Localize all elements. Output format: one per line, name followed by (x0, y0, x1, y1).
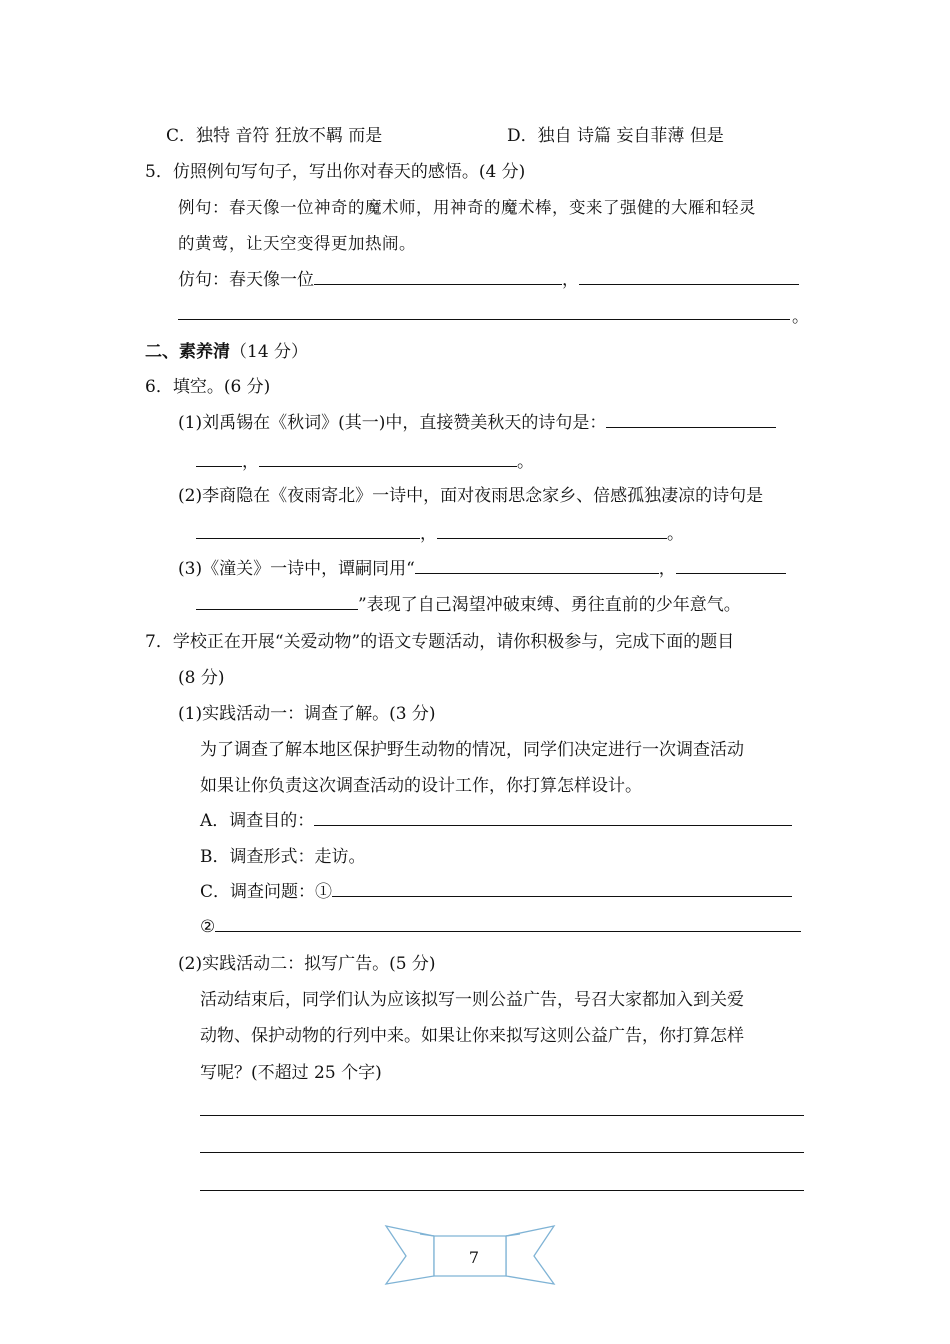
question-5-stem: 5．仿照例句写句子，写出你对春天的感悟。(4 分) (145, 162, 526, 182)
q6-part-1-line-1 (178, 412, 776, 434)
imitation-blank-1[interactable] (314, 269, 562, 285)
q6-part-3-line-1 (178, 558, 786, 580)
section-2-heading (145, 341, 308, 363)
period: 。 (792, 307, 809, 327)
section-2-score: （14 分） (230, 342, 309, 362)
question-7-stem-line-2: (8 分) (178, 668, 225, 688)
survey-questions-line-1 (200, 881, 792, 903)
example-sentence-line-2: 的黄莺，让天空变得更加热闹。 (178, 234, 416, 253)
q6-part-1-blank-1[interactable] (606, 412, 776, 428)
example-sentence-line-1: 例句：春天像一位神奇的魔术师，用神奇的魔术棒，变来了强健的大雁和轻灵 (178, 198, 756, 217)
survey-purpose-blank[interactable] (314, 810, 792, 826)
q6-part-2-line-2 (196, 523, 684, 545)
survey-questions-line-2 (200, 916, 801, 938)
activity-2-text-line-2: 动物、保护动物的行列中来。如果让你来拟写这则公益广告，你打算怎样 (200, 1026, 744, 1046)
comma: ， (658, 559, 676, 579)
comma: ， (562, 270, 579, 290)
comma: ， (242, 452, 259, 472)
section-2-title: 二、素养清 (145, 342, 230, 362)
imitation-label: 仿句：春天像一位 (178, 270, 314, 290)
imitation-blank-3[interactable] (178, 319, 790, 320)
page-number: 7 (468, 1248, 480, 1267)
q6-part-3-ending: ”表现了自己渴望冲破束缚、勇往直前的少年意气。 (358, 595, 741, 615)
survey-format: B．调查形式：走访。 (200, 847, 366, 867)
activity-2-text-line-3: 写呢？(不超过 25 个字) (200, 1063, 382, 1083)
q6-part-1-blank-1-cont[interactable] (196, 451, 242, 467)
option-c: C．独特 音符 狂放不羁 而是 (166, 126, 383, 146)
option-d: D．独自 诗篇 妄自菲薄 但是 (507, 126, 724, 146)
answer-line-1[interactable] (200, 1115, 804, 1116)
q6-part-3-blank-2-cont[interactable] (196, 594, 358, 610)
imitation-line (178, 269, 799, 291)
q6-part-1-prompt: (1)刘禹锡在《秋词》(其一)中，直接赞美秋天的诗句是： (178, 413, 607, 433)
q6-part-3-blank-1[interactable] (415, 558, 659, 574)
activity-1-text-line-2: 如果让你负责这次调查活动的设计工作，你打算怎样设计。 (200, 776, 642, 796)
activity-1-text-line-1: 为了调查了解本地区保护野生动物的情况，同学们决定进行一次调查活动 (200, 740, 744, 760)
activity-2-text-line-1: 活动结束后，同学们认为应该拟写一则公益广告，号召大家都加入到关爱 (200, 990, 744, 1010)
q6-part-2-blank-2[interactable] (437, 523, 667, 539)
survey-purpose-label: A．调查目的： (200, 811, 315, 831)
survey-question-2-blank[interactable] (215, 916, 801, 932)
q6-part-2-line-1: (2)李商隐在《夜雨寄北》一诗中，面对夜雨思念家乡、倍感孤独凄凉的诗句是 (178, 486, 764, 506)
activity-1-title: (1)实践活动一：调查了解。(3 分) (178, 704, 436, 724)
survey-purpose-line (200, 810, 792, 832)
q6-part-3-prompt: (3)《潼关》一诗中，谭嗣同用“ (178, 559, 415, 579)
q6-part-3-line-2 (196, 594, 741, 616)
q6-part-1-blank-2[interactable] (259, 451, 517, 467)
q6-part-3-blank-2[interactable] (676, 558, 786, 574)
period: 。 (667, 524, 684, 544)
period: 。 (517, 452, 534, 472)
question-7-stem-line-1: 7．学校正在开展“关爱动物”的语文专题活动，请你积极参与，完成下面的题目 (145, 632, 735, 652)
survey-question-1-blank[interactable] (332, 881, 792, 897)
answer-line-2[interactable] (200, 1152, 804, 1153)
answer-line-3[interactable] (200, 1190, 804, 1191)
imitation-blank-2[interactable] (579, 269, 799, 285)
q6-part-1-line-2 (196, 451, 534, 473)
q6-part-2-blank-1[interactable] (196, 523, 420, 539)
comma: ， (420, 524, 437, 544)
survey-question-2-marker: ② (200, 917, 216, 937)
survey-questions-label: C．调查问题：① (200, 882, 333, 902)
activity-2-title: (2)实践活动二：拟写广告。(5 分) (178, 954, 436, 974)
question-6-stem: 6．填空。(6 分) (145, 377, 271, 397)
